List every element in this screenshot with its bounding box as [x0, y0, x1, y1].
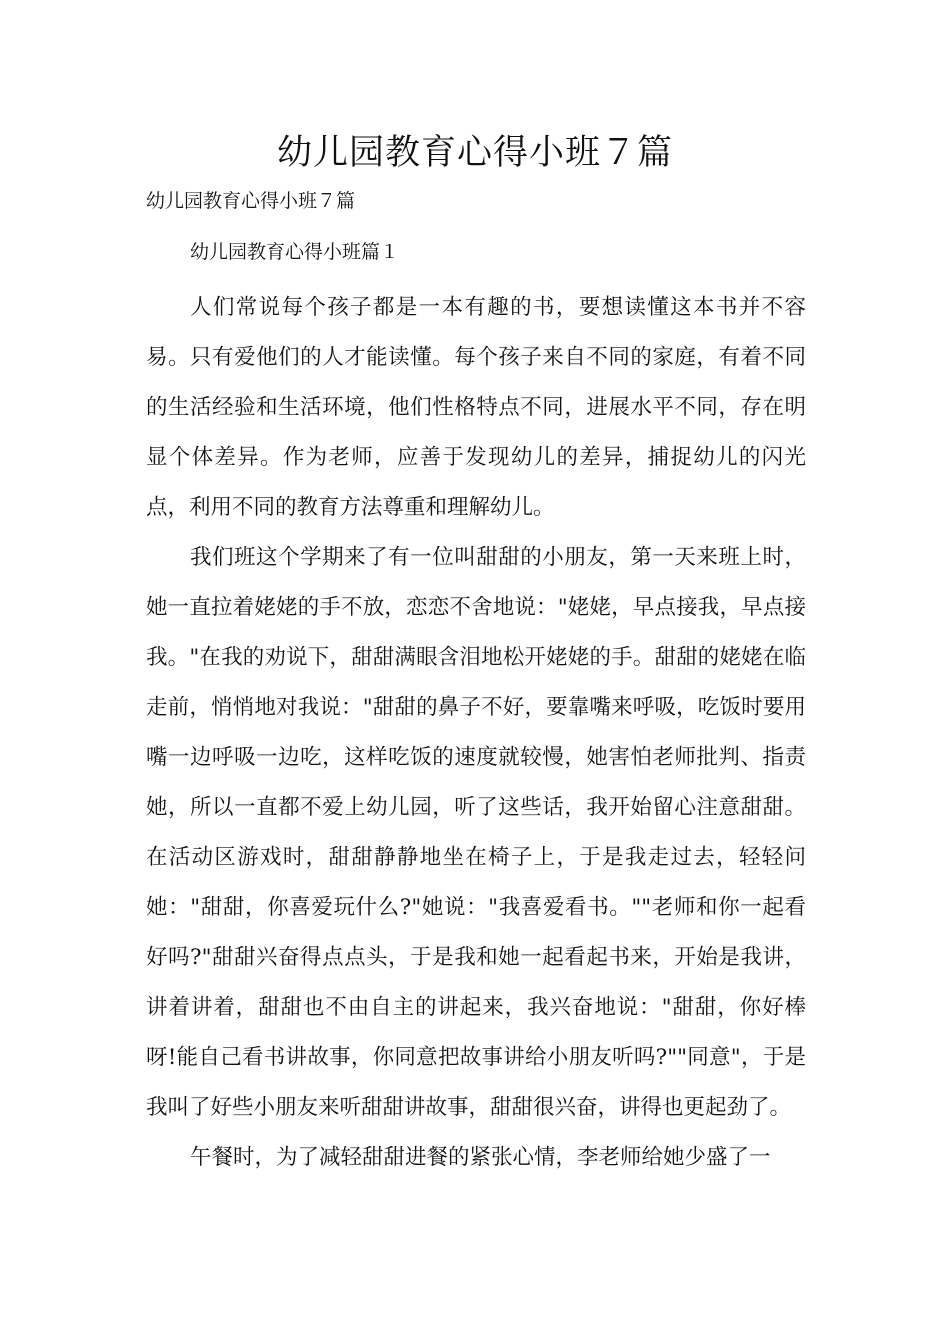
section-heading: 幼儿园教育心得小班篇１	[190, 241, 400, 263]
paragraph-1: 人们常说每个孩子都是一本有趣的书，要想读懂这本书并不容易。只有爱他们的人才能读懂。每个孩子来自不同的家庭，有着不同的生活经验和生活环境，他们性格特点不同，进展水平不同，存在明显个体差异。作为老师，应善于发现幼儿的差异，捕捉幼儿的闪光点，利用不同的教育方法尊重和理解幼儿。	[146, 295, 806, 520]
body-text	[146, 283, 806, 1183]
paragraph-2: 我们班这个学期来了有一位叫甜甜的小朋友，第一天来班上时，她一直拉着姥姥的手不放，恋恋不舍地说："姥姥，早点接我，早点接我。"在我的劝说下，甜甜满眼含泪地松开姥姥的手。甜甜的姥姥在临走前，悄悄地对我说："甜甜的鼻子不好，要靠嘴来呼吸，吃饭时要用嘴一边呼吸一边吃，这样吃饭的速度就较慢，她害怕老师批判、指责她，所以一直都不爱上幼儿园，听了这些话，我开始留心注意甜甜。在活动区游戏时，甜甜静静地坐在椅子上，于是我走过去，轻轻问她："甜甜，你喜爱玩什么?"她说："我喜爱看书。""老师和你一起看好吗?"甜甜兴奋得点点头，于是我和她一起看起书来，开始是我讲，讲着讲着，甜甜也不由自主的讲起来，我兴奋地说："甜甜，你好棒呀!能自己看书讲故事，你同意把故事讲给小朋友听吗?""同意"，于是我叫了好些小朋友来听甜甜讲故事，甜甜很兴奋，讲得也更起劲了。	[146, 545, 806, 1120]
document-subtitle: 幼儿园教育心得小班７篇	[146, 190, 356, 212]
paragraph-3: 午餐时，为了减轻甜甜进餐的紧张心情，李老师给她少盛了一	[190, 1145, 771, 1170]
document-title: 幼儿园教育心得小班７篇	[276, 133, 673, 173]
